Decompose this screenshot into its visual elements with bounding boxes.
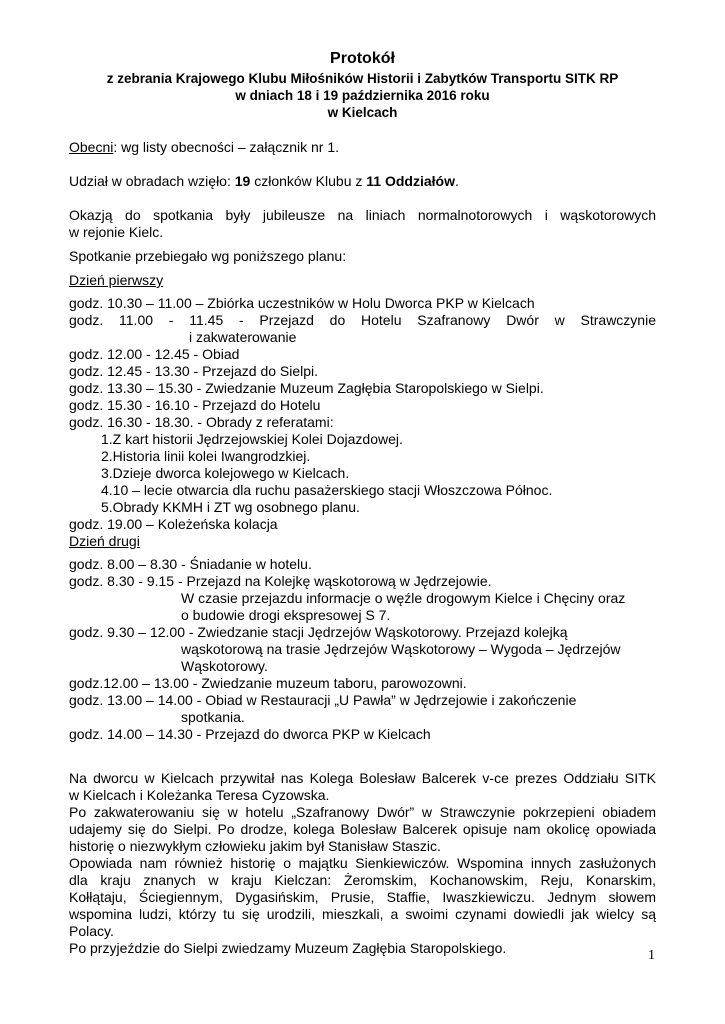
day-two-heading: Dzień drugi bbox=[69, 533, 140, 549]
schedule-row-continuation: wąskotorową na trasie Jędrzejów Wąskotorowy – Wygoda – Jędrzejów bbox=[181, 641, 621, 657]
talk-item: 1.Z kart historii Jędrzejowskiej Kolei Dojazdowej. bbox=[101, 431, 403, 447]
schedule-row-continuation: spotkania. bbox=[181, 709, 245, 725]
schedule-row: godz.12.00 – 13.00 - Zwiedzanie muzeum taboru, parowozowni. bbox=[69, 675, 467, 691]
schedule-row: godz. 19.00 – Koleżeńska kolacja bbox=[69, 516, 278, 532]
schedule-row: godz. 8.00 – 8.30 - Śniadanie w hotelu. bbox=[69, 556, 312, 572]
narrative-line: Kołłątaju, Ściegiennym, Dygasińskim, Prusie, Staffie, Iwaszkiewiczu. Jednym słowem bbox=[69, 889, 656, 905]
schedule-row: godz. 12.45 - 13.30 - Przejazd do Sielpi. bbox=[69, 363, 319, 379]
schedule-row: godz. 12.00 - 12.45 - Obiad bbox=[69, 346, 240, 362]
narrative-line: Na dworcu w Kielcach przywitał nas Kolega Bolesław Balcerek v-ce prezes Oddziału SITK bbox=[69, 770, 656, 786]
participation-prefix: Udział w obradach wzięło: bbox=[69, 173, 235, 189]
title-line-meeting: z zebrania Krajowego Klubu Miłośników Historii i Zabytków Transportu SITK RP bbox=[106, 71, 619, 86]
title-line-place: w Kielcach bbox=[327, 105, 398, 120]
narrative-line: historię o niezwykłym człowieku jakim był Stanisław Staszic. bbox=[69, 838, 441, 854]
narrative-line: Po przyjeździe do Sielpi zwiedzamy Muzeum Zagłębia Staropolskiego. bbox=[69, 940, 507, 956]
schedule-row-continuation: W czasie przejazdu informacje o węźle drogowym Kielce i Chęciny oraz bbox=[181, 590, 626, 606]
narrative-line: Po zakwaterowaniu się w hotelu „Szafranowy Dwór” w Strawczynie pokrzepieni obiadem bbox=[69, 804, 656, 820]
page-number: 1 bbox=[648, 948, 655, 963]
title-line-dates: w dniach 18 i 19 października 2016 roku bbox=[235, 88, 490, 103]
narrative-line: dla kraju znanych w kraju Kielczan: Żeromskim, Kochanowskim, Reju, Konarskim, bbox=[69, 872, 656, 888]
schedule-row: godz. 9.30 – 12.00 - Zwiedzanie stacji Jędrzejów Wąskotorowy. Przejazd kolejką bbox=[69, 624, 568, 640]
schedule-row: godz. 13.00 – 14.00 - Obiad w Restauracji „U Pawła” w Jędrzejowie i zakończenie bbox=[69, 692, 577, 708]
narrative-line: udajemy się do Sielpi. Po drodze, kolega Bolesław Balcerek opisuje nam okolicę opowiada bbox=[69, 821, 656, 837]
schedule-row-continuation: Wąskotorowy. bbox=[181, 658, 268, 674]
branches-count: 11 Oddziałów bbox=[366, 173, 455, 189]
talk-item: 3.Dzieje dworca kolejowego w Kielcach. bbox=[101, 465, 350, 481]
schedule-row: godz. 15.30 - 16.10 - Przejazd do Hotelu bbox=[69, 397, 321, 413]
participation-mid: członków Klubu z bbox=[250, 173, 367, 189]
schedule-row: godz. 11.00 - 11.45 - Przejazd do Hotelu Szafranowy Dwór w Strawczynie bbox=[69, 312, 656, 328]
occasion-line-2: w rejonie Kielc. bbox=[69, 224, 164, 240]
occasion-line-1: Okazją do spotkania były jubileusze na liniach normalnotorowych i wąskotorowych bbox=[69, 207, 656, 223]
plan-intro: Spotkanie przebiegało wg poniższego planu: bbox=[69, 248, 347, 264]
members-count: 19 bbox=[234, 173, 251, 189]
document-title: Protokół bbox=[330, 50, 395, 67]
schedule-row-continuation: i zakwaterowanie bbox=[189, 329, 297, 345]
present-text: : wg listy obecności – załącznik nr 1. bbox=[113, 139, 340, 155]
talk-item: 4.10 – lecie otwarcia dla ruchu pasażerskiego stacji Włoszczowa Północ. bbox=[101, 482, 553, 498]
narrative-line: wspomina ludzi, którzy tu się urodzili, mieszkali, a swoimi czynami dowiedli jak wielcy są bbox=[69, 906, 656, 922]
narrative-line: w Kielcach i Koleżanka Teresa Cyzowska. bbox=[69, 787, 330, 803]
talk-item: 2.Historia linii kolei Iwangrodzkiej. bbox=[101, 448, 311, 464]
schedule-row-continuation: o budowie drogi ekspresowej S 7. bbox=[181, 607, 391, 623]
schedule-row: godz. 8.30 - 9.15 - Przejazd na Kolejkę wąskotorową w Jędrzejowie. bbox=[69, 573, 492, 589]
day-one-heading: Dzień pierwszy bbox=[69, 272, 164, 288]
narrative-line: Polacy. bbox=[69, 923, 114, 939]
schedule-row: godz. 10.30 – 11.00 – Zbiórka uczestników w Holu Dworca PKP w Kielcach bbox=[69, 295, 535, 311]
schedule-row: godz. 13.30 – 15.30 - Zwiedzanie Muzeum Zagłębia Staropolskiego w Sielpi. bbox=[69, 380, 544, 396]
participation-line bbox=[69, 173, 459, 190]
attendance-line bbox=[69, 139, 339, 156]
schedule-row: godz. 14.00 – 14.30 - Przejazd do dworca PKP w Kielcach bbox=[69, 726, 431, 742]
schedule-row: godz. 16.30 - 18.30. - Obrady z referatami: bbox=[69, 414, 334, 430]
narrative-line: Opowiada nam również historię o majątku Sienkiewiczów. Wspomina innych zasłużonych bbox=[69, 855, 656, 871]
participation-suffix: . bbox=[454, 173, 459, 189]
talk-item: 5.Obrady KKMH i ZT wg osobnego planu. bbox=[101, 499, 360, 515]
present-label: Obecni bbox=[69, 139, 114, 155]
